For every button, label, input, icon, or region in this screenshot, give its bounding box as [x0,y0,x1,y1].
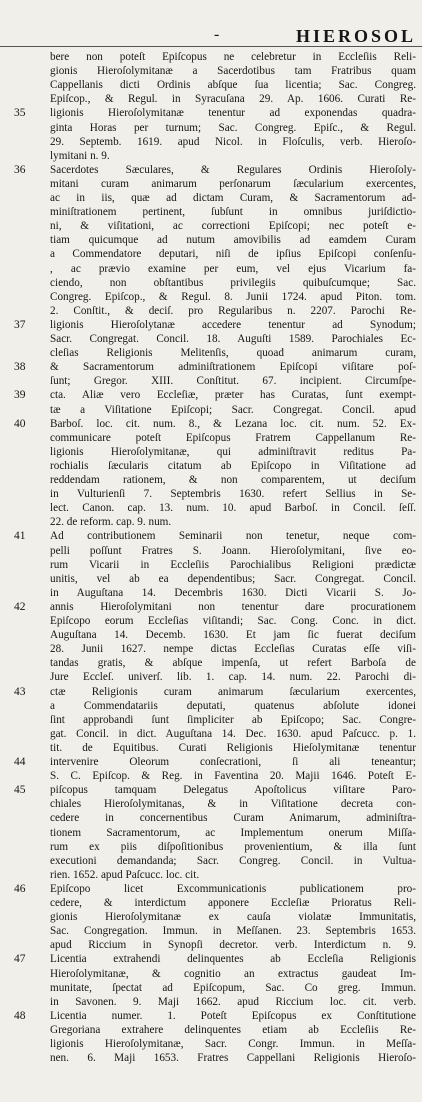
text-line: Sacr. Congregat. Concil. 18. Auguſti 1589. Parochiales Ec- [50,333,416,345]
text-line: Epiſcopo licet Excommunicationis publicationem pro- [50,882,416,895]
text-line: in Auguſtana 14. Decembris 1630. Dicti Vicarii S. Jo- [50,586,416,599]
text-line: unitis, vel ab ea dependentibus; Sacr. Congregat. Concil. [50,572,416,585]
text-line: 28. Junii 1627. nempe dictas Eccleſias Curatas eſſe viſi- [50,643,416,656]
paragraph-number: 41 [14,530,26,543]
text-line: ciendo, non obſtantibus privilegiis quibuſcumque; Sac. [50,276,416,289]
text-line: intervenire Oleorum conſecrationi, ſi ali teneantur; [50,756,416,768]
text-line: S. C. Epiſcop. & Reg. in Faventina 20. Majii 1646. Poteſt E- [50,770,416,783]
text-line: reddendam rationem, & non comparentem, ut deciſum [50,474,416,486]
text-line: ligionis Hieroſolymitanæ, Sacr. Congr. Immun. in Meſſa- [50,1038,416,1050]
text-line: 29. Septemb. 1619. apud Nicol. in Floſculis, verb. Hieroſo- [50,135,416,148]
text-line: ſunt; Gregor. XIII. Conſtitut. 67. incipient. Circumſpe- [50,375,416,388]
text-line: ac in iis, quæ ad dictam Curam, & Sacramentorum ad- [50,192,416,204]
running-header [0,26,422,47]
text-line: miniſtrationem pertinent, ſubſunt in omnibus juriſdictio- [50,206,416,219]
text-line: ligionis Hieroſolymitanæ, qui adminiſtravit reditus Pa- [50,445,416,458]
text-line: Epiſcop., & Regul. in Syracuſana 29. Ap. 1606. Curati Re- [50,93,416,106]
text-line: Cappellanis dicti Ordinis abſque ſua licentia; Sac. Congreg. [50,79,416,92]
text-line: cedere in concernentibus Curam Animarum, adminiſtra- [50,812,416,825]
paragraph-number: 36 [14,163,26,176]
text-line: gat. Concil. in dict. Auguſtana 14. Dec. 1630. apud Paſcucc. p. 1. [50,727,416,740]
text-line: cta. Aliæ vero Eccleſiæ, præter has Curatas, ſunt exempt- [50,389,416,402]
text-line: rum ex piis diſpoſitionibus provenientium, & illa ſunt [50,840,416,853]
paragraph-number: 37 [14,318,26,331]
text-line: & Sacramentorum adminiſtrationem Epiſcopi viſitare poſ- [50,361,416,374]
paragraph-number: 44 [14,756,26,768]
text-line: rum Vicarii in Eccleſiis Parochialibus Religioni prædictæ [50,558,416,571]
text-line: in Vulturienſi 7. Septembris 1630. refert Sellius in Se- [50,488,416,501]
text-line: Hieroſolymitanæ, & cognitio an extractus gaudeat Im- [50,967,416,980]
text-line: cedere, & interdictum apponere Eccleſiæ Prioratus Reli- [50,897,416,909]
text-line: ctæ Religionis curam animarum ſæcularium exercentes, [50,685,416,698]
text-line: rien. 1652. apud Paſcucc. loc. cit. [50,868,200,881]
text-line: Ad contributionem Seminarii non tenetur, neque com- [50,530,416,543]
text-line: in Savonen. 9. Maji 1662. apud Riccium loc. cit. verb. [50,995,416,1008]
text-line: communicare poteſt Epiſcopus Fratrem Cappellanum Re- [50,431,416,444]
paragraph-number: 48 [14,1009,26,1022]
text-line: munitate, ſpectat ad Epiſcopum, Sac. Co greg. Immun. [50,981,416,994]
text-line: ligionis Hieroſolymitanæ tenentur ad exponendas quadra- [50,107,416,120]
text-line: a Commendatore deputari, niſi de ipſius Epiſcopi conſenſu- [50,248,416,261]
paragraph-number: 39 [14,389,26,402]
text-line: Gregoriana extrahere delinquentes etiam ab Eccleſiis Re- [50,1023,416,1036]
paragraph-number: 45 [14,784,26,797]
text-line: lymitani n. 9. [50,149,110,162]
text-line: ligionis Hieroſolytanæ accedere tenentur ad Synodum; [50,318,416,331]
text-line: , ac prævio examine per eum, vel ejus Vicarium fa- [50,262,416,275]
text-line: bere non poteſt Epiſcopus ne celebretur in Eccleſiis Reli- [50,51,416,63]
text-line: apud Riccium in Synopſi decretor. verb. Interdictum n. 9. [50,939,416,952]
text-line: pelli poſſunt Fratres S. Joann. Hieroſolymitani, ſive eo- [50,544,416,557]
text-line: Sacerdotes Sæculares, & Regulares Ordinis Hieroſoly- [50,163,416,176]
text-line: cleſias Religionis Melitenſis, quoad animarum curam, [50,347,416,360]
text-line: piſcopus tamquam Delegatus Apoſtolicus viſitare Paro- [50,784,416,797]
text-line: chiales Hieroſolymitanas, & in Viſitatione decreta con- [50,798,416,811]
text-line: Licentia numer. 1. Poteſt Epiſcopus ex Conſtitutione [50,1009,416,1022]
text-line: gionis Hieroſolymitanæ a Sacerdotibus tam Fratribus quam [50,65,416,78]
text-line: ſint approbandi ſunt ſimpliciter ab Epiſcopo; Sac. Congre- [50,713,416,726]
text-line: a Commendatariis deputati, quatenus abſolute idonei [50,699,416,712]
text-line: mitani curam animarum perſonarum ſæcularium exercentes, [50,177,416,190]
text-line: ginta Horas per turnum; Sac. Congreg. Epiſc., & Regul. [50,121,416,134]
text-line: tit. de Equitibus. Curati Religionis Hieſolymitanæ tenentur [50,741,416,754]
text-line: Licentia extrahendi delinquentes ab Eccleſia Religionis [50,953,416,966]
text-line: Epiſcopo eorum Eccleſias viſitandi; Sac. Cong. Conc. in dict. [50,615,416,627]
paragraph-number: 42 [14,600,26,613]
paragraph-number: 40 [14,417,26,430]
text-line: Sac. Congregation. Immun. in Meſſanen. 23. Septembris 1653. [50,925,416,938]
text-line: gionis Hieroſolymitanæ ex cauſa violatæ Immunitatis, [50,911,416,924]
running-title: HIEROSOL [295,26,416,46]
text-line: 2. Conſtit., & deciſ. pro Regularibus n. 2207. Parochi Re- [50,304,416,317]
paragraph-number: 35 [14,107,26,120]
text-line: executioni demandanda; Sacr. Congreg. Concil. in Vultua- [50,854,416,867]
text-line: Congreg. Epiſcop., & Regul. 8. Junii 1724. apud Piton. tom. [50,290,416,303]
text-line: Jure Eccleſ. univerſ. lib. 1. cap. 14. num. 22. Parochi di- [50,671,416,684]
text-line: Auguſtana 14. Decemb. 1630. Et jam ſic fuerat deciſum [50,629,416,642]
text-line: lect. Canon. cap. 13. num. 10. apud Barboſ. in Concil. ſeſſ. [50,502,416,515]
paragraph-number: 47 [14,953,26,966]
text-line: nen. 6. Maji 1653. Fratres Cappellani Religionis Hieroſo- [50,1052,416,1065]
text-line: tiam quicumque ad nutum amovibilis ad eamdem Curam [50,234,416,247]
text-line: 22. de reform. cap. 9. num. [50,516,172,529]
paragraph-number: 38 [14,361,26,374]
text-line: annis Hieroſolymitani non tenentur dare procurationem [50,600,416,613]
text-line: tæ a Viſitatione Epiſcopi; Sacr. Congregat. Concil. apud [50,403,416,416]
text-line: ni, & viſitationi, ac correctioni Epiſcopi; nec poteſt e- [50,220,416,233]
text-line: tionem Sacramentorum, ac Implementum onerum Miſſa- [50,826,416,839]
text-line: rochialis ſæcularis citatum ab Epiſcopo in Viſitatione ad [50,459,416,472]
header-dash: - [214,26,220,43]
text-line: Barboſ. loc. cit. num. 8., & Lezana loc. cit. num. 52. Ex- [50,417,416,430]
text-line: tandas gratis, & abſque impenſa, ut refert Barboſa de [50,657,416,670]
paragraph-number: 43 [14,685,26,698]
paragraph-number: 46 [14,882,26,895]
